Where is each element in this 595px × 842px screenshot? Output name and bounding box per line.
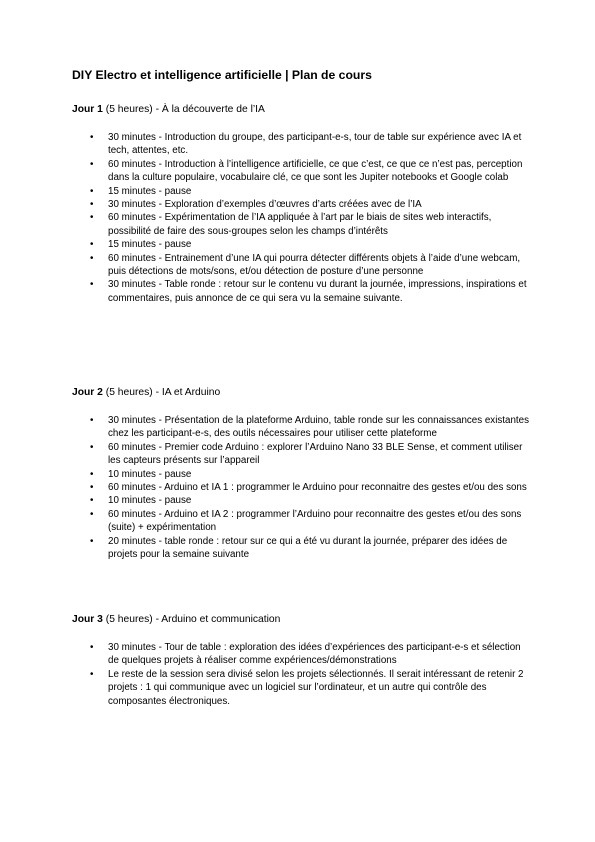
day-2-label: Jour 2	[72, 387, 103, 398]
list-item: • 30 minutes - Présentation de la plateforme Arduino, table ronde sur les connaissances existantes chez les participant-e-s, des outils nécessaires pour utiliser cette plateforme	[90, 414, 530, 441]
day-2-heading	[72, 387, 542, 398]
list-item: • 30 minutes - Tour de table : exploration des idées d’expériences des participant-e-s et sélection de quelques projets à réaliser comme expériences/démonstrations	[90, 641, 530, 668]
day-1-heading	[72, 104, 542, 115]
list-item: • 60 minutes - Introduction à l’intelligence artificielle, ce que c’est, ce que ce n’est pas, perception dans la culture populaire, vocabulaire clé, ce que sont les Jupiter notebooks et Google colab	[90, 158, 530, 185]
document-title: DIY Electro et intelligence artificielle | Plan de cours	[72, 68, 372, 82]
list-item: • 30 minutes - Introduction du groupe, des participant-e-s, tour de table sur expérience avec IA et tech, attentes, etc.	[90, 131, 530, 158]
list-item: • 60 minutes - Expérimentation de l’IA appliquée à l’art par le biais de sites web interactifs, possibilité de faire des sous-groupes selon les champs d’intérêts	[90, 211, 530, 238]
day-2-topic: - IA et Arduino	[152, 387, 221, 398]
day-2-duration: (5 heures)	[102, 387, 153, 398]
list-item: • Le reste de la session sera divisé selon les projets sélectionnés. Il serait intéressant de retenir 2 projets : 1 qui communique avec un logiciel sur l’ordinateur, et un autre qui contrôle des composantes électroniques.	[90, 668, 530, 708]
day-3-duration: (5 heures)	[102, 614, 153, 625]
list-item: • 30 minutes - Exploration d’exemples d’œuvres d’arts créées avec de l’IA	[90, 198, 530, 211]
day-1-label: Jour 1	[72, 104, 103, 115]
day-1-schedule-list	[90, 131, 530, 305]
day-3-schedule-list	[90, 641, 530, 708]
day-3-topic: - Arduino et communication	[152, 614, 281, 625]
day-3-label: Jour 3	[72, 614, 103, 625]
list-item: • 60 minutes - Arduino et IA 1 : programmer le Arduino pour reconnaitre des gestes et/ou des sons	[90, 481, 530, 494]
list-item: • 30 minutes - Table ronde : retour sur le contenu vu durant la journée, impressions, inspirations et commentaires, puis annonce de ce qui sera vu la semaine suivante.	[90, 278, 530, 305]
list-item: • 15 minutes - pause	[90, 238, 530, 251]
list-item: • 60 minutes - Entrainement d’une IA qui pourra détecter différents objets à l’aide d’une webcam, puis détections de mots/sons, et/ou détection de posture d’une personne	[90, 252, 530, 279]
list-item: • 10 minutes - pause	[90, 468, 530, 481]
day-2-schedule-list	[90, 414, 530, 561]
list-item: • 60 minutes - Premier code Arduino : explorer l’Arduino Nano 33 BLE Sense, et comment utiliser les capteurs présents sur l’appareil	[90, 441, 530, 468]
list-item: • 20 minutes - table ronde : retour sur ce qui a été vu durant la journée, préparer des idées de projets pour la semaine suivante	[90, 535, 530, 562]
day-1-duration: (5 heures)	[102, 104, 153, 115]
day-3-heading	[72, 614, 542, 625]
list-item: • 60 minutes - Arduino et IA 2 : programmer l’Arduino pour reconnaitre des gestes et/ou des sons (suite) + expérimentation	[90, 508, 530, 535]
list-item: • 15 minutes - pause	[90, 185, 530, 198]
day-1-topic: - À la découverte de l’IA	[152, 104, 265, 115]
list-item: • 10 minutes - pause	[90, 494, 530, 507]
